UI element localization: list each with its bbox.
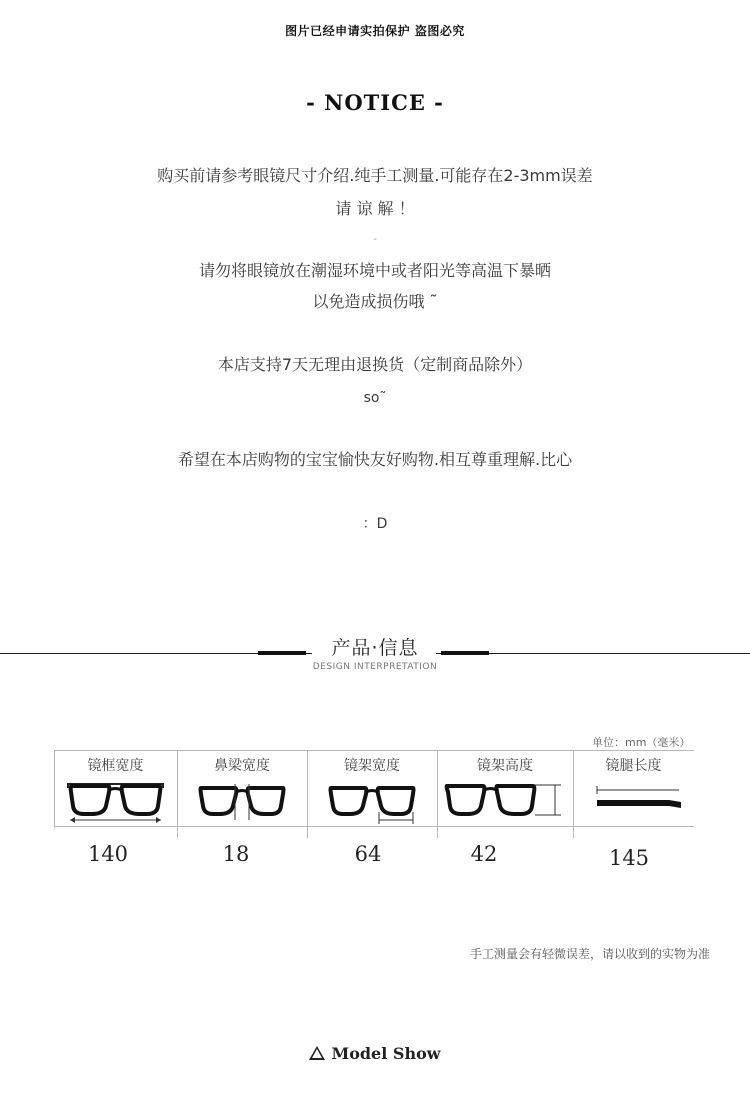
notice-line: 以免造成损伤哦 ˜ xyxy=(312,292,438,311)
measurement-cell-lens-width xyxy=(307,750,437,828)
lens-width-glasses-icon xyxy=(307,776,437,826)
measurement-label: 镜腿长度 xyxy=(605,758,662,774)
notice-line: ：D xyxy=(362,516,388,532)
measurement-value: 64 xyxy=(354,842,382,866)
notice-line: 希望在本店购物的宝宝愉快友好购物.相互尊重理解.比心 xyxy=(177,450,573,469)
notice-line: so˜ xyxy=(363,390,387,406)
measurement-label: 镜架宽度 xyxy=(344,758,400,774)
section-subtitle: DESIGN INTERPRETATION xyxy=(312,662,438,672)
measurement-cell-temple-length xyxy=(573,750,694,828)
measurement-cell-frame-width xyxy=(54,750,177,828)
unit-label: 单位：mm（毫米） xyxy=(592,736,691,749)
notice-line: 本店支持7天无理由退换货（定制商品除外） xyxy=(217,355,533,374)
measurement-value: 18 xyxy=(222,842,250,866)
measurement-cell-bridge-width xyxy=(177,750,307,828)
measurement-value: 145 xyxy=(608,846,650,870)
lens-height-glasses-icon xyxy=(437,776,573,826)
measurement-cell-lens-height xyxy=(437,750,573,828)
model-show-heading xyxy=(0,1044,750,1063)
notice-line: 请 谅 解 ！ xyxy=(335,199,415,218)
measurement-label: 镜框宽度 xyxy=(87,758,144,774)
temple-length-icon xyxy=(573,776,694,826)
model-show-label: Model Show xyxy=(331,1044,441,1063)
bridge-width-glasses-icon xyxy=(177,776,307,826)
triangle-icon xyxy=(309,1046,325,1060)
measurement-label: 镜架高度 xyxy=(477,758,533,774)
notice-line: 请勿将眼镜放在潮湿环境中或者阳光等高温下暴晒 xyxy=(198,261,551,280)
measurement-note: 手工测量会有轻微误差，请以收到的实物为准 xyxy=(469,947,710,961)
measurement-table xyxy=(54,750,694,828)
notice-title: - NOTICE - xyxy=(306,90,444,115)
section-title: 产品·信息 xyxy=(331,637,419,659)
frame-width-glasses-icon xyxy=(54,776,177,826)
copyright-banner: 图片已经申请实拍保护 盗图必究 xyxy=(285,24,465,38)
notice-line: 购买前请参考眼镜尺寸介绍.纯手工测量.可能存在2-3mm误差 xyxy=(157,166,593,185)
notice-line: - xyxy=(373,234,377,245)
measurement-value: 140 xyxy=(87,842,129,866)
measurement-value: 42 xyxy=(470,842,498,866)
measurement-label: 鼻梁宽度 xyxy=(214,758,270,774)
